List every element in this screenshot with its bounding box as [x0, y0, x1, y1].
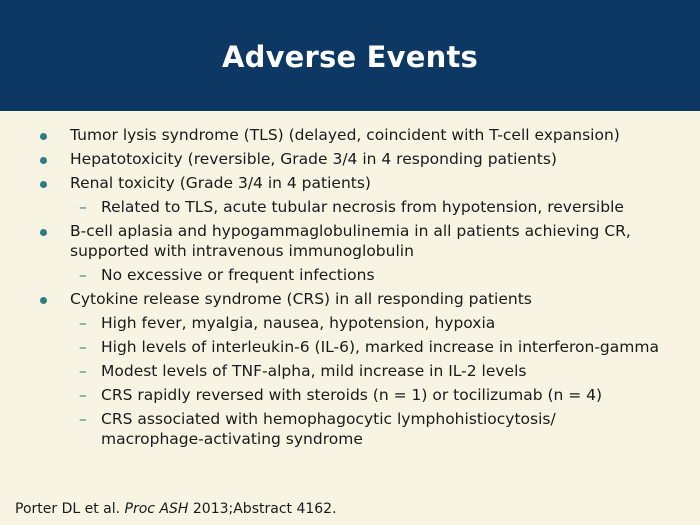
bullet-item [0, 149, 700, 169]
citation [15, 500, 337, 518]
sub-bullet-text: No excessive or frequent infections [101, 266, 375, 284]
sub-bullet-item [0, 385, 700, 405]
bullet-list [0, 125, 700, 453]
bullet-item [0, 221, 700, 261]
sub-bullet-text: High fever, myalgia, nausea, hypotension, hypoxia [101, 314, 496, 332]
slide-title: Adverse Events [221, 39, 479, 74]
sub-bullet-item [0, 409, 700, 449]
title-bar [0, 0, 700, 111]
bullet-item [0, 125, 700, 145]
dash-icon: – [79, 386, 87, 404]
citation-journal: Proc ASH [124, 501, 189, 517]
dash-icon: – [79, 266, 87, 284]
bullet-text: Tumor lysis syndrome (TLS) (delayed, coincident with T-cell expansion) [70, 126, 620, 144]
sub-bullet-text: CRS associated with hemophagocytic lymphohistiocytosis/ macrophage-activating syndrome [101, 410, 556, 448]
sub-bullet-text: CRS rapidly reversed with steroids (n = 1) or tocilizumab (n = 4) [101, 386, 603, 404]
sub-bullet-text: Modest levels of TNF-alpha, mild increase in IL-2 levels [101, 362, 527, 380]
bullet-item [0, 289, 700, 309]
bullet-item [0, 173, 700, 193]
sub-bullet-item [0, 337, 700, 357]
bullet-dot-icon [40, 133, 47, 140]
bullet-dot-icon [40, 157, 47, 164]
sub-bullet-text: Related to TLS, acute tubular necrosis from hypotension, reversible [101, 198, 624, 216]
bullet-text: Cytokine release syndrome (CRS) in all responding patients [70, 290, 532, 308]
dash-icon: – [79, 338, 87, 356]
dash-icon: – [79, 362, 87, 380]
bullet-text: Renal toxicity (Grade 3/4 in 4 patients) [70, 174, 371, 192]
bullet-dot-icon [40, 297, 47, 304]
sub-bullet-text: High levels of interleukin-6 (IL-6), marked increase in interferon-gamma [101, 338, 659, 356]
dash-icon: – [79, 314, 87, 332]
citation-prefix: Porter DL et al. [15, 501, 125, 517]
sub-bullet-item [0, 361, 700, 381]
dash-icon: – [79, 198, 87, 216]
bullet-text: Hepatotoxicity (reversible, Grade 3/4 in 4 responding patients) [70, 150, 557, 168]
citation-suffix: 2013;Abstract 4162. [188, 501, 337, 517]
sub-bullet-item [0, 197, 700, 217]
bullet-dot-icon [40, 181, 47, 188]
bullet-text: B-cell aplasia and hypogammaglobulinemia in all patients achieving CR, supported with intravenous immunoglobulin [70, 222, 631, 260]
sub-bullet-item [0, 313, 700, 333]
dash-icon: – [79, 410, 87, 428]
sub-bullet-item [0, 265, 700, 285]
bullet-dot-icon [40, 229, 47, 236]
